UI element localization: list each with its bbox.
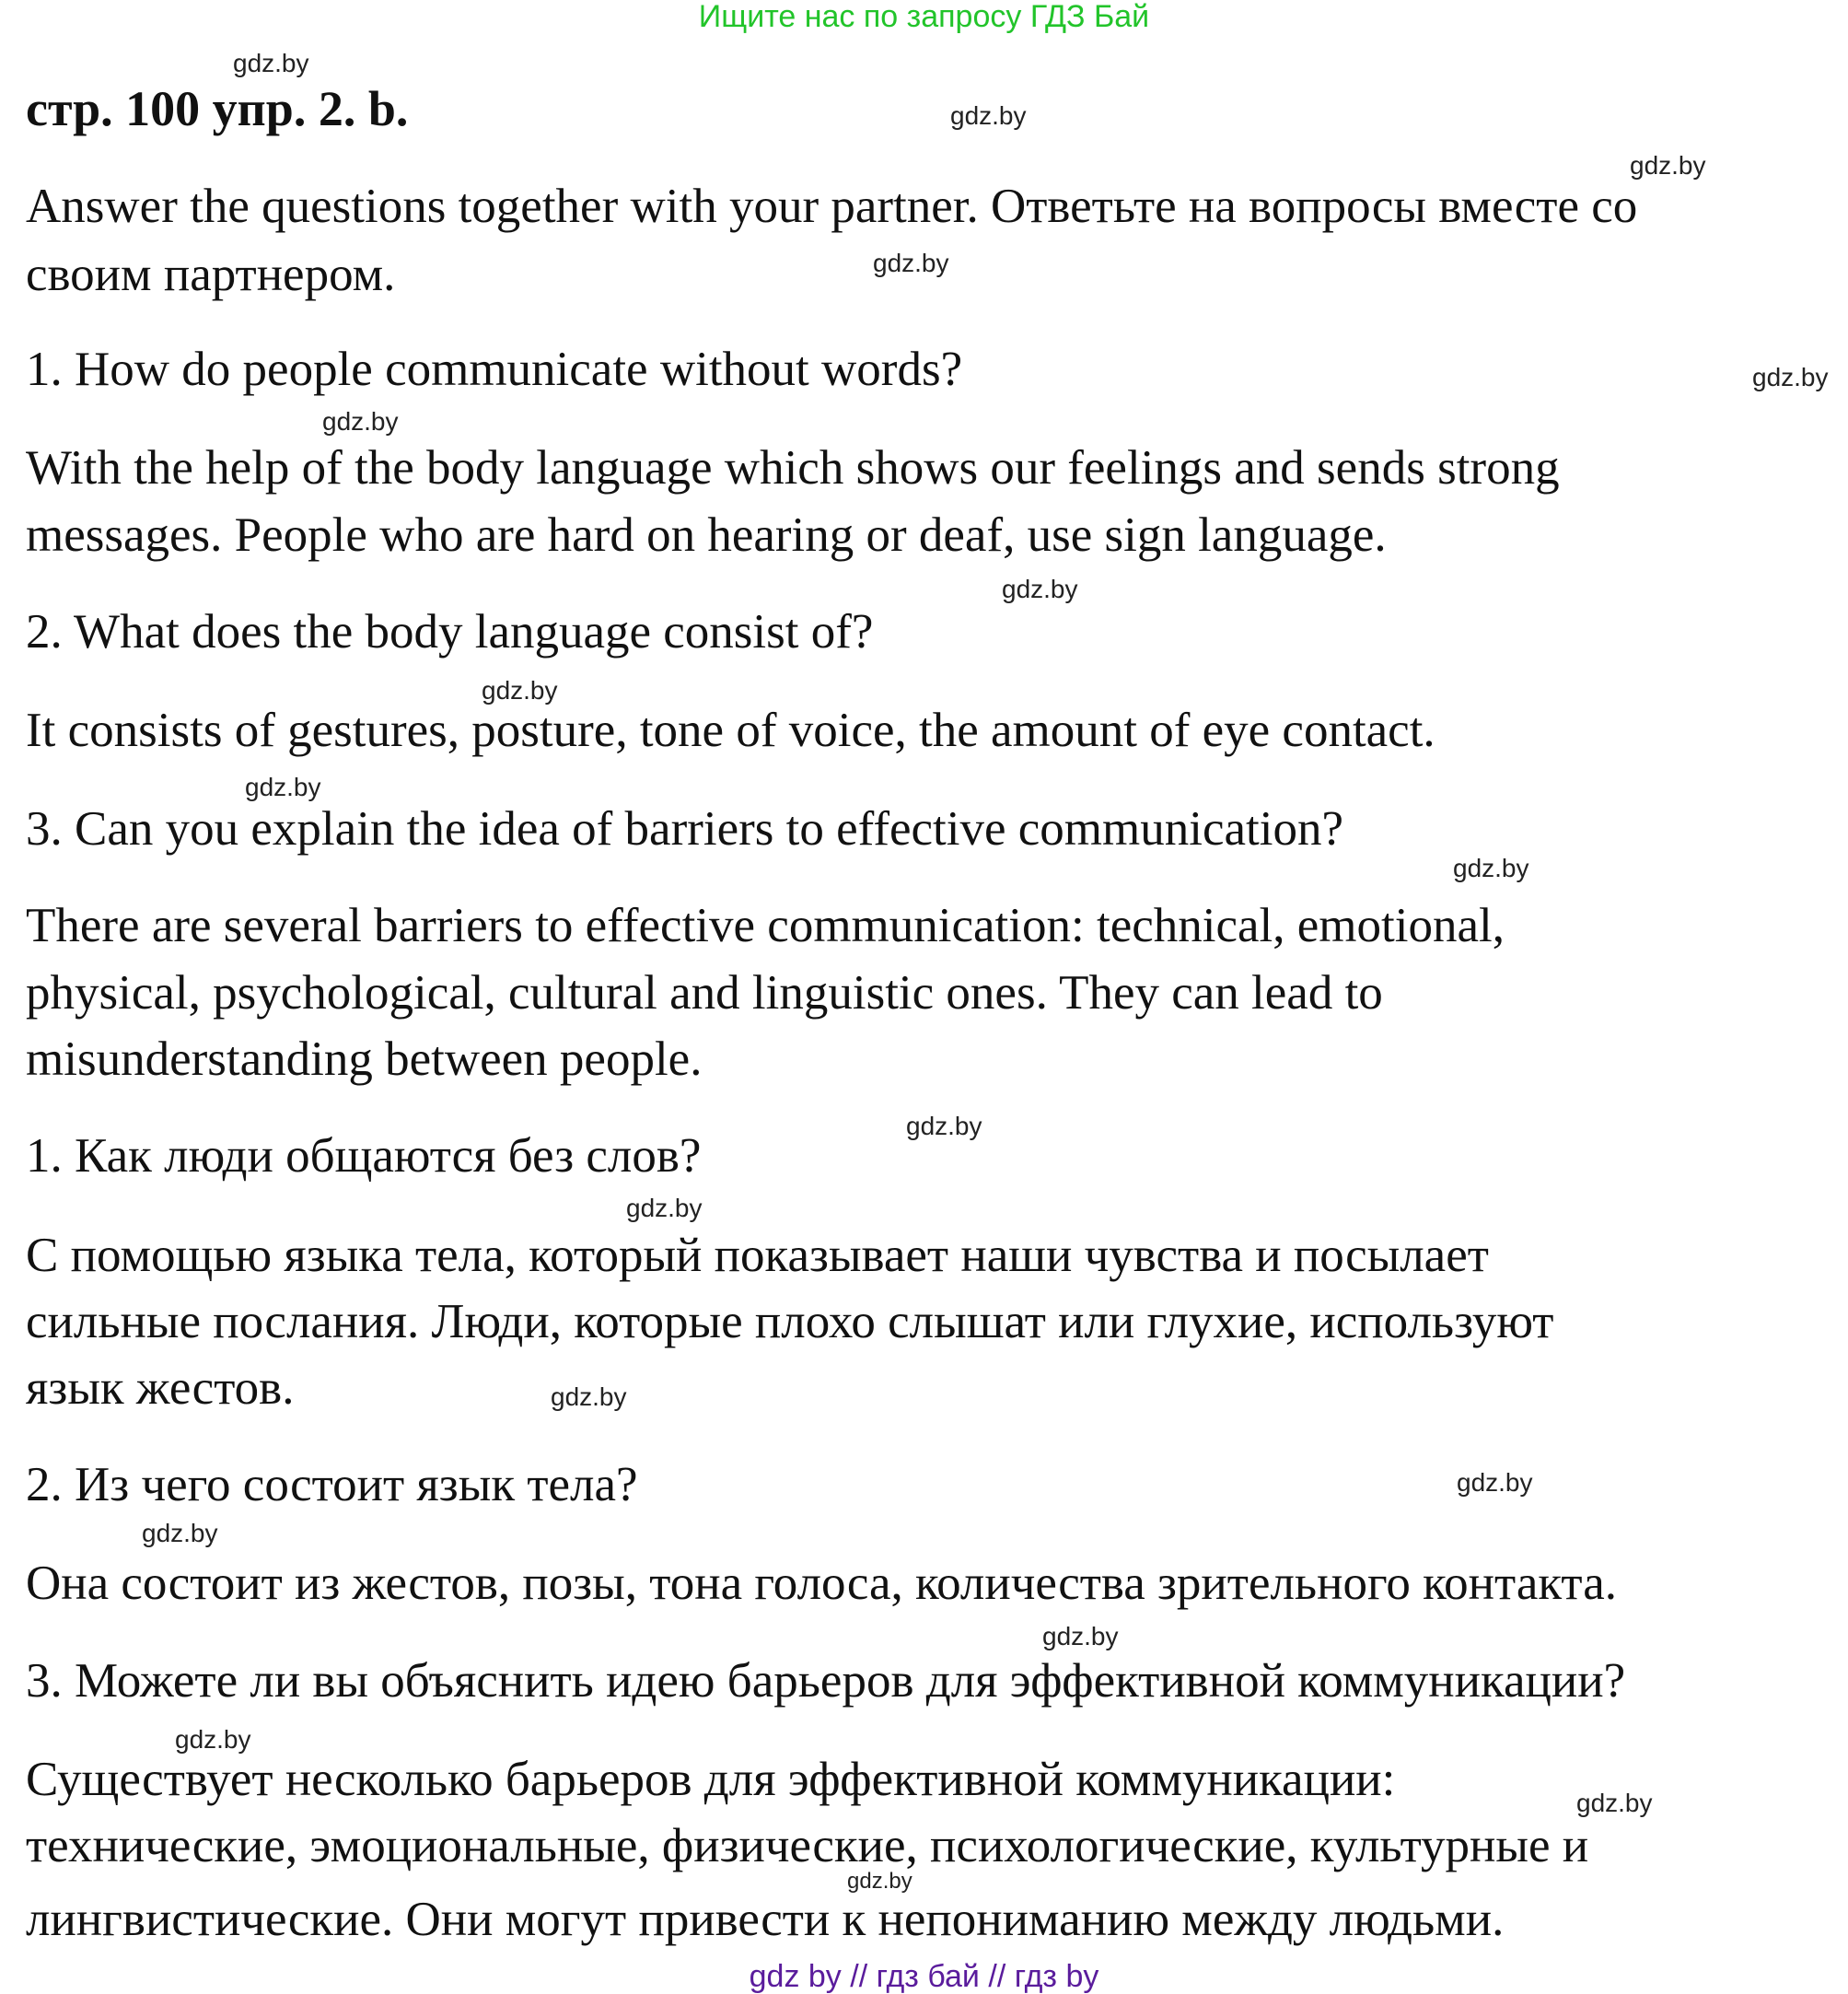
- watermark: gdz.by: [245, 773, 321, 801]
- watermark: gdz.by: [1752, 363, 1829, 391]
- page-title: стр. 100 упр. 2. b.: [26, 81, 409, 136]
- answer-ru: лингвистические. Они могут привести к непониманию между людьми.: [26, 1893, 1505, 1946]
- watermark: gdz.by: [1630, 151, 1706, 180]
- watermark: gdz.by: [847, 1869, 912, 1894]
- watermark: gdz.by: [322, 407, 399, 436]
- question-ru: 2. Из чего состоит язык тела?: [26, 1458, 638, 1511]
- answer-ru: С помощью языка тела, который показывает наши чувства и посылает: [26, 1229, 1489, 1282]
- answer-en: misunderstanding between people.: [26, 1032, 703, 1086]
- question-en: 2. What does the body language consist of?: [26, 605, 874, 659]
- answer-en: With the help of the body language which shows our feelings and sends strong: [26, 441, 1560, 495]
- answer-en: It consists of gestures, posture, tone of voice, the amount of eye contact.: [26, 704, 1435, 757]
- watermark: gdz.by: [906, 1112, 982, 1140]
- answer-en: messages. People who are hard on hearing or deaf, use sign language.: [26, 508, 1387, 562]
- question-en: 3. Can you explain the idea of barriers to effective communication?: [26, 802, 1343, 856]
- answer-en: There are several barriers to effective communication: technical, emotional,: [26, 899, 1505, 952]
- watermark: gdz.by: [175, 1725, 251, 1754]
- watermark: gdz.by: [1002, 575, 1078, 603]
- answer-ru: технические, эмоциональные, физические, психологические, культурные и: [26, 1819, 1589, 1872]
- question-ru: 3. Можете ли вы объяснить идею барьеров для эффективной коммуникации?: [26, 1654, 1626, 1708]
- answer-en: physical, psychological, cultural and linguistic ones. They can lead to: [26, 966, 1383, 1020]
- watermark: gdz.by: [482, 676, 558, 705]
- watermark: gdz.by: [1576, 1789, 1653, 1817]
- watermark: gdz.by: [950, 101, 1027, 130]
- instruction-line: своим партнером.: [26, 248, 396, 301]
- instruction-line: Answer the questions together with your partner. Ответьте на вопросы вместе со: [26, 180, 1638, 233]
- answer-ru: Она состоит из жестов, позы, тона голоса, количества зрительного контакта.: [26, 1557, 1618, 1610]
- watermark: gdz.by: [626, 1194, 703, 1222]
- question-ru: 1. Как люди общаются без слов?: [26, 1129, 702, 1183]
- answer-ru: язык жестов.: [26, 1361, 295, 1415]
- watermark: gdz.by: [551, 1382, 627, 1411]
- watermark: gdz.by: [1042, 1622, 1119, 1650]
- watermark: gdz.by: [142, 1519, 218, 1547]
- watermark: gdz.by: [233, 49, 309, 77]
- question-en: 1. How do people communicate without words?: [26, 343, 963, 396]
- watermark: gdz.by: [1457, 1468, 1533, 1497]
- footer-links[interactable]: gdz by // гдз бай // гдз by: [749, 1959, 1099, 1994]
- watermark: gdz.by: [1453, 854, 1529, 882]
- search-banner: Ищите нас по запросу ГДЗ Бай: [698, 0, 1150, 34]
- watermark: gdz.by: [873, 249, 949, 277]
- answer-ru: Существует несколько барьеров для эффективной коммуникации:: [26, 1753, 1396, 1806]
- answer-ru: сильные послания. Люди, которые плохо слышат или глухие, используют: [26, 1295, 1554, 1348]
